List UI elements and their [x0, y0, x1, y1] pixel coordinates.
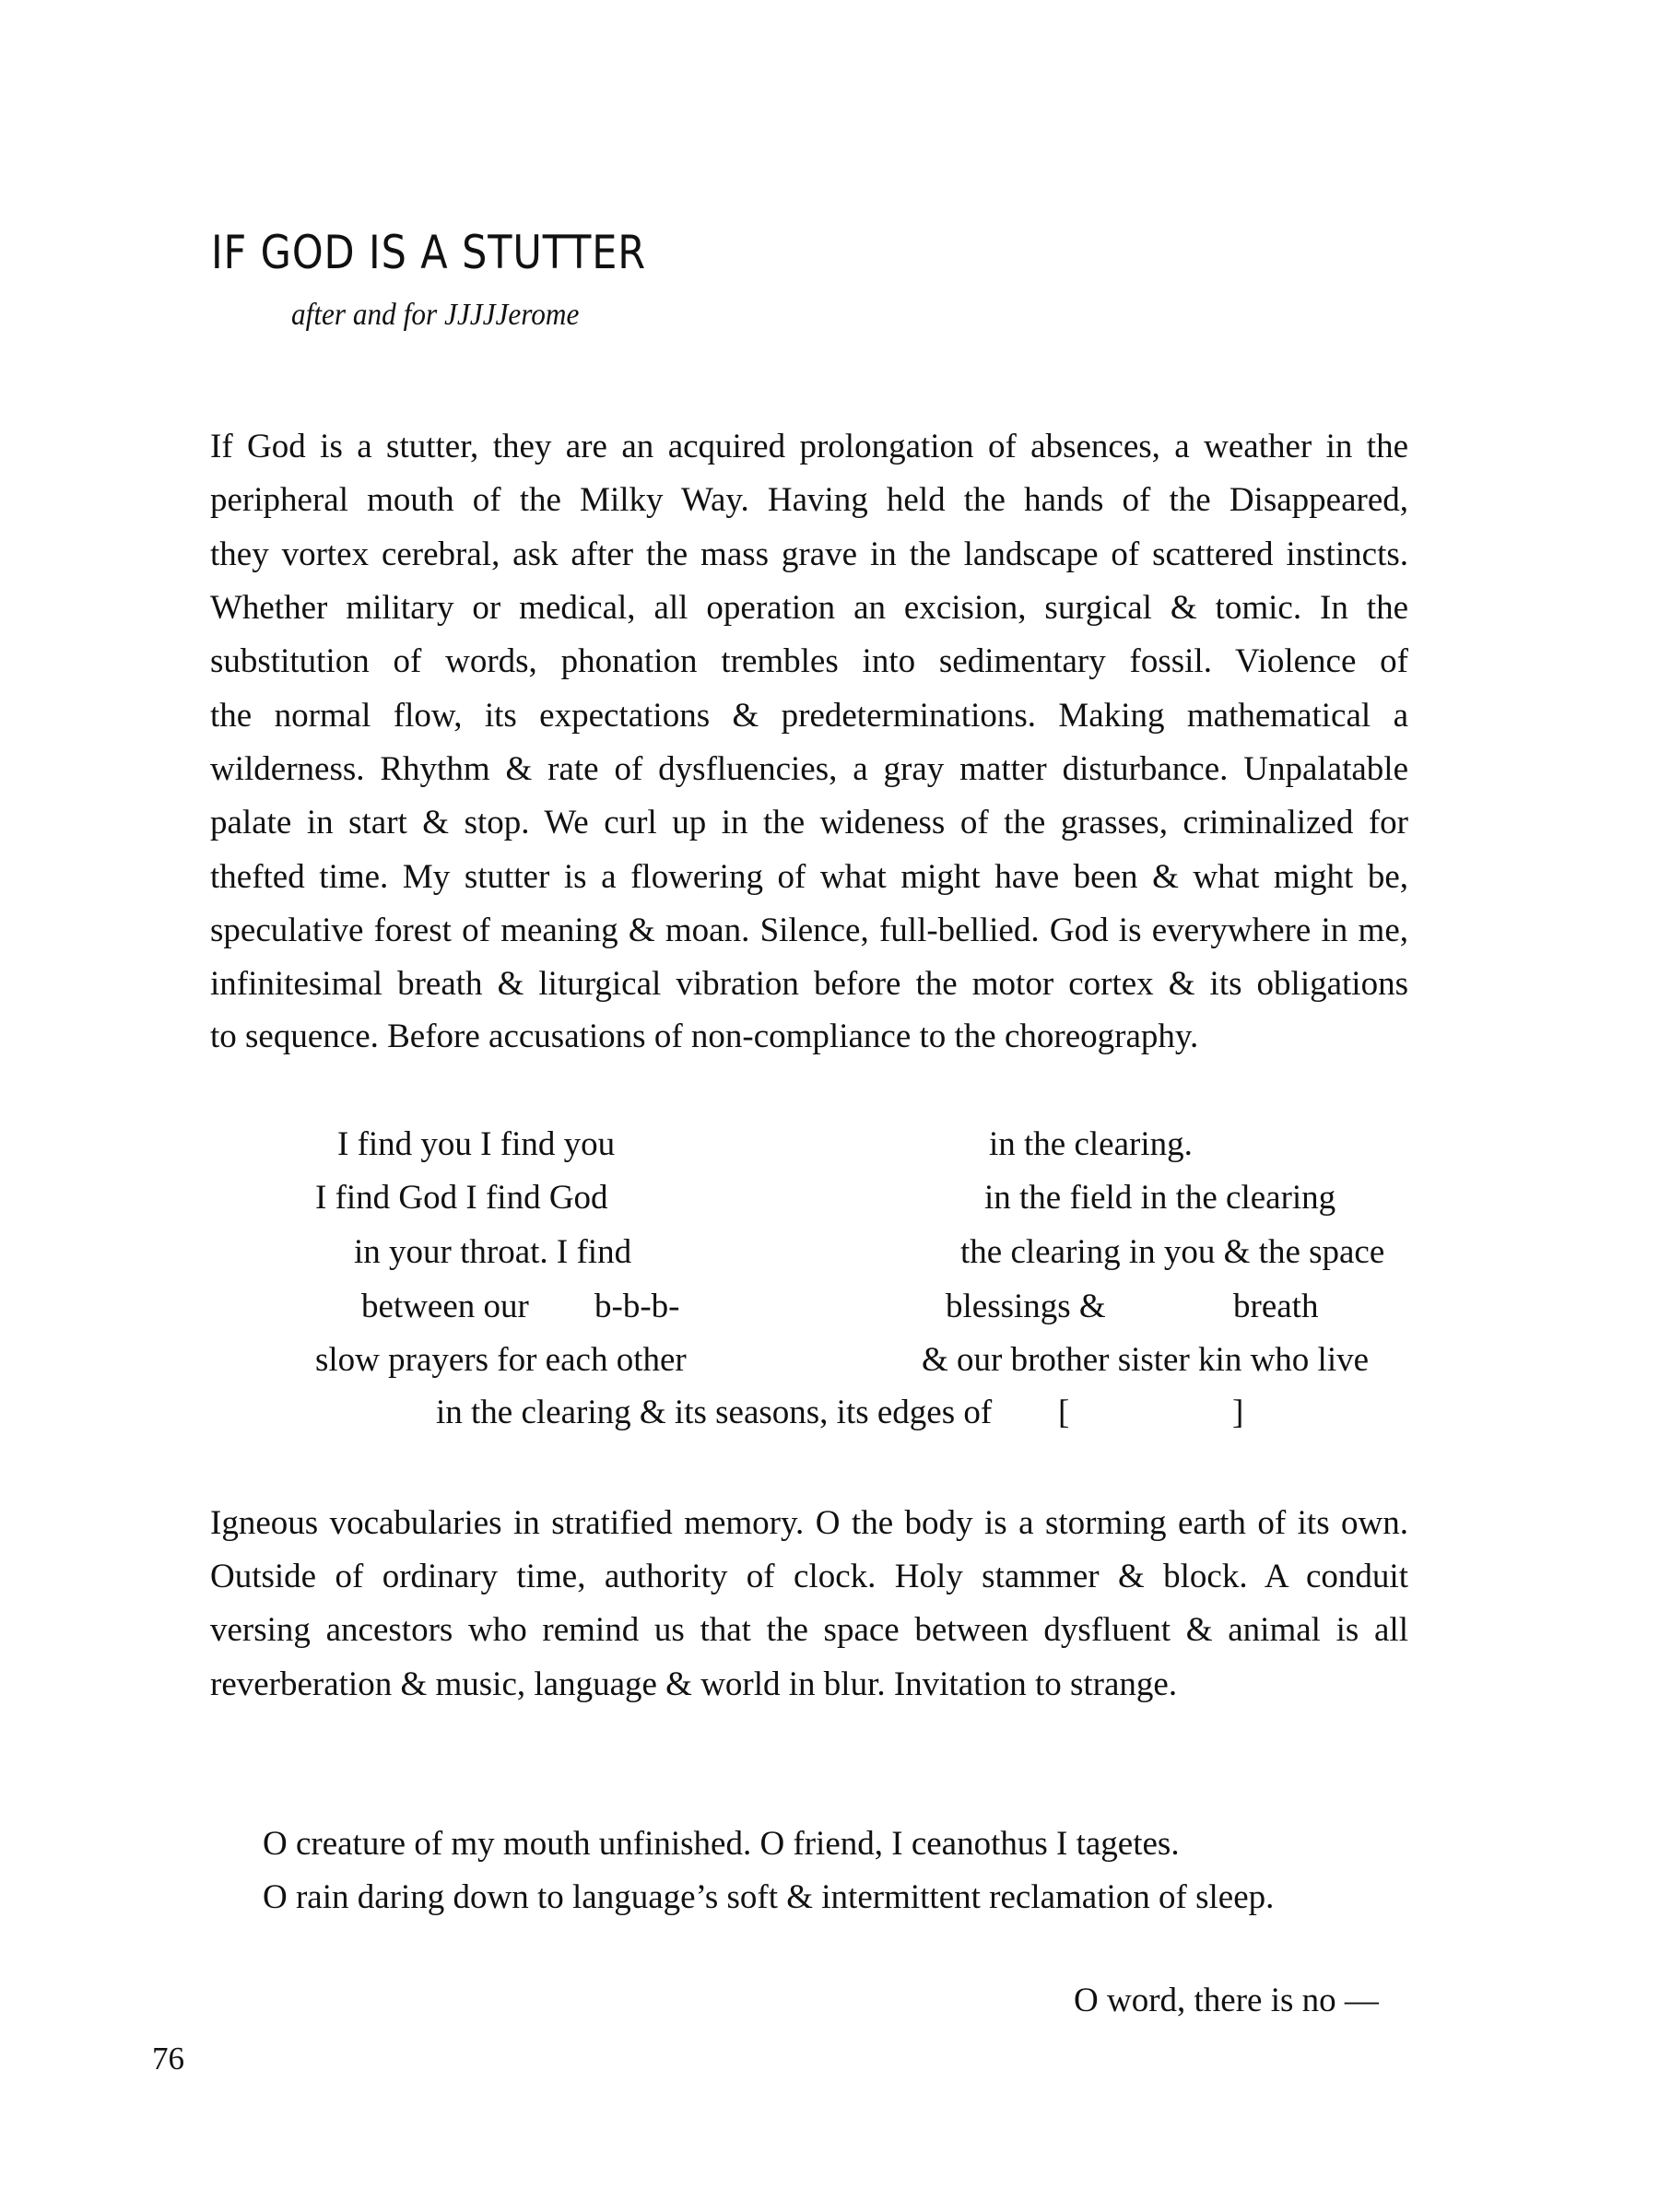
prose-line: reverberation & music, language & world in blur. Invitation to strange.	[210, 1665, 1178, 1703]
prose-line: speculative forest of meaning & moan. Silence, full-bellied. God is everywhere in me,	[210, 912, 1408, 949]
prose-line: substitution of words, phonation trembles into sedimentary fossil. Violence of	[210, 642, 1408, 680]
close-bracket: ]	[1232, 1394, 1244, 1431]
prose-line: peripheral mouth of the Milky Way. Having held the hands of the Disappeared,	[210, 481, 1408, 519]
stanza-right-line: & our brother sister kin who live	[922, 1341, 1370, 1379]
stanza-left-line: in your throat. I find	[354, 1233, 632, 1271]
stanza-right-line: in the clearing.	[989, 1125, 1193, 1163]
stanza-left-line: I find God I find God	[315, 1179, 608, 1217]
prose-line: versing ancestors who remind us that the space between dysfluent & animal is all	[210, 1611, 1408, 1649]
stanza-left-line: I find you I find you	[337, 1125, 616, 1163]
prose-line: palate in start & stop. We curl up in the wideness of the grasses, criminalized for	[210, 804, 1408, 841]
page-number: 76	[152, 2041, 184, 2077]
stanza-right-line: blessings &	[946, 1288, 1106, 1325]
poem-title: IF GOD IS A STUTTER	[211, 226, 646, 279]
prose-line: Outside of ordinary time, authority of clock. Holy stammer & block. A conduit	[210, 1558, 1408, 1595]
stanza-left-line: between our	[361, 1288, 529, 1325]
prose-line: Whether military or medical, all operation an excision, surgical & tomic. In the	[210, 589, 1408, 627]
final-line: O word, there is no —	[1074, 1982, 1379, 2019]
prose-line: Igneous vocabularies in stratified memory. O the body is a storming earth of its own.	[210, 1504, 1408, 1542]
stutter-fragment: b-b-b-	[594, 1288, 680, 1325]
poem-dedication: after and for JJJJJerome	[291, 298, 580, 332]
prose-line: to sequence. Before accusations of non-compliance to the choreography.	[210, 1018, 1199, 1055]
stanza-left-line: slow prayers for each other	[315, 1341, 687, 1379]
invocation-line: O rain daring down to language’s soft & intermittent reclamation of sleep.	[263, 1878, 1275, 1916]
prose-line: infinitesimal breath & liturgical vibration before the motor cortex & its obligations	[210, 965, 1408, 1003]
prose-line: wilderness. Rhythm & rate of dysfluencies, a gray matter disturbance. Unpalatable	[210, 750, 1408, 788]
stanza-right-line: the clearing in you & the space	[960, 1233, 1385, 1271]
prose-line: thefted time. My stutter is a flowering of what might have been & what might be,	[210, 858, 1408, 896]
prose-line: the normal flow, its expectations & predeterminations. Making mathematical a	[210, 697, 1408, 735]
stanza-closing-line: in the clearing & its seasons, its edges of	[436, 1394, 993, 1431]
stanza-right-line: in the field in the clearing	[984, 1179, 1336, 1217]
open-bracket: [	[1058, 1394, 1070, 1431]
invocation-line: O creature of my mouth unfinished. O friend, I ceanothus I tagetes.	[263, 1825, 1180, 1863]
prose-line: they vortex cerebral, ask after the mass grave in the landscape of scattered instincts.	[210, 535, 1408, 573]
prose-line: If God is a stutter, they are an acquired prolongation of absences, a weather in the	[210, 428, 1408, 465]
stanza-breath-word: breath	[1233, 1288, 1319, 1325]
